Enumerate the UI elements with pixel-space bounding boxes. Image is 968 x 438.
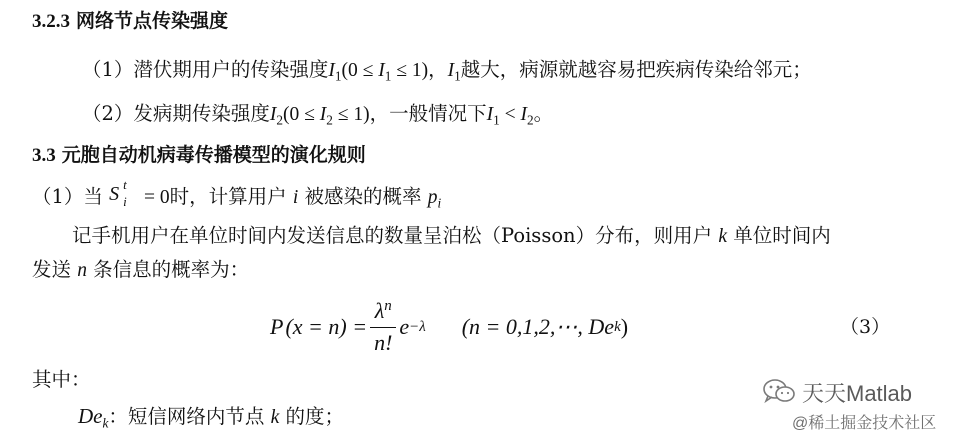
equation-fraction: [370, 298, 396, 355]
rule-1-prob-var: p: [427, 187, 438, 208]
poisson-equation: [270, 294, 628, 360]
item-1-suffix: 越大，病源就越容易把疾病传染给邻元；: [460, 58, 812, 81]
equation-number-label: （3）: [840, 316, 891, 338]
fraction-numerator: [370, 298, 396, 327]
rule-1-sub: i: [123, 194, 127, 209]
equation-condition-close: ): [620, 314, 629, 339]
item-1-cond-close: ≤ 1): [391, 60, 429, 81]
paragraph-text: 发送: [32, 258, 72, 281]
section-title: 网络节点传染强度: [76, 10, 229, 32]
where-label: [32, 370, 91, 390]
item-2-sub: 2: [276, 112, 284, 128]
equation-condition: (n = 0,1,2,⋯, De: [461, 314, 615, 339]
item-1-prefix: （1）潜伏期用户的传染强度: [82, 58, 329, 81]
definition-var2: k: [270, 407, 280, 428]
equation-condition-sub: k: [614, 318, 621, 335]
rule-1-eq: = 0: [139, 187, 170, 208]
numerator-base: λ: [374, 298, 385, 324]
exp-superscript: −λ: [409, 318, 426, 335]
equation-number: [840, 318, 890, 337]
item-1-var2: I: [447, 60, 455, 81]
item-2-cond-close: ≤ 1): [332, 104, 370, 125]
item-1-latent-intensity: [82, 60, 812, 83]
rule-1-state-symbol: [109, 177, 139, 209]
item-2-lhs-var: I: [486, 104, 494, 125]
paragraph-var-n: n: [77, 260, 87, 281]
item-2-cond-open: (0 ≤: [283, 104, 320, 125]
item-1-var: I: [328, 60, 335, 81]
exp-base: e: [399, 314, 410, 339]
paragraph-text: 单位时间内: [733, 224, 831, 247]
section-title: 元胞自动机病毒传播模型的演化规则: [61, 144, 366, 166]
item-2-rhs-var: I: [520, 104, 527, 125]
watermark-site: @稀土掘金技术社区: [792, 415, 937, 432]
definition-text-a: ：短信网络内节点: [108, 405, 265, 428]
watermark: [760, 374, 960, 434]
rule-1-user-var: i: [292, 187, 299, 208]
rule-1-text2: 被感染的概率: [304, 185, 422, 208]
item-2-end: 。: [533, 102, 554, 125]
where-label-text: 其中：: [32, 368, 91, 391]
item-2-lhs-sub: 1: [493, 112, 500, 128]
item-1-cond-sub: 1: [384, 68, 392, 84]
item-2-var: I: [269, 104, 277, 125]
definition-text-b: 的度；: [285, 405, 344, 428]
item-2-prefix: （2）发病期传染强度: [82, 102, 270, 125]
rule-1-prob-sub: i: [437, 195, 442, 211]
paragraph-text: 记手机用户在单位时间内发送信息的数量呈泊松（Poisson）分布，则用户: [72, 224, 713, 247]
rule-1-prefix: （1）当: [32, 185, 103, 208]
section-3-3-heading: [32, 146, 366, 165]
item-2-cond-sub: 2: [326, 112, 333, 128]
paragraph-text: 条信息的概率为：: [93, 258, 250, 281]
item-1-cond-var: I: [378, 60, 385, 81]
fraction-denominator: n!: [374, 329, 393, 355]
paragraph-line-2: [32, 260, 249, 281]
item-1-cond-open: (0 ≤: [341, 60, 379, 81]
rule-1-sup: t: [123, 177, 127, 192]
equation-lhs-args: (x = n) =: [285, 314, 368, 339]
rule-1-middle: 时，计算用户: [169, 185, 287, 208]
item-1-comma: ，: [428, 58, 448, 81]
paragraph-line-1: [72, 226, 831, 247]
definition-sub: k: [102, 415, 109, 431]
definition-var: De: [78, 404, 103, 428]
item-2-cond-var: I: [319, 104, 327, 125]
rule-1-var: S: [109, 183, 120, 205]
item-2-middle: ，一般情况下: [369, 102, 487, 125]
item-2-rhs-sub: 2: [526, 112, 534, 128]
item-2-op: <: [499, 104, 521, 125]
wechat-logo-icon: [762, 378, 796, 404]
numerator-exponent: n: [384, 298, 392, 315]
item-1-sub: 1: [334, 68, 342, 84]
rule-1: [32, 177, 442, 211]
paragraph-var-k: k: [718, 226, 727, 247]
section-number: 3.2.3: [32, 11, 70, 32]
section-number: 3.3: [32, 145, 56, 166]
item-1-sub2: 1: [454, 68, 461, 84]
watermark-name: 天天Matlab: [802, 381, 913, 406]
section-3-2-3-heading: [32, 12, 228, 31]
item-2-onset-intensity: [82, 104, 553, 127]
definition-de-k: [78, 406, 344, 430]
equation-lhs: P: [270, 314, 284, 339]
